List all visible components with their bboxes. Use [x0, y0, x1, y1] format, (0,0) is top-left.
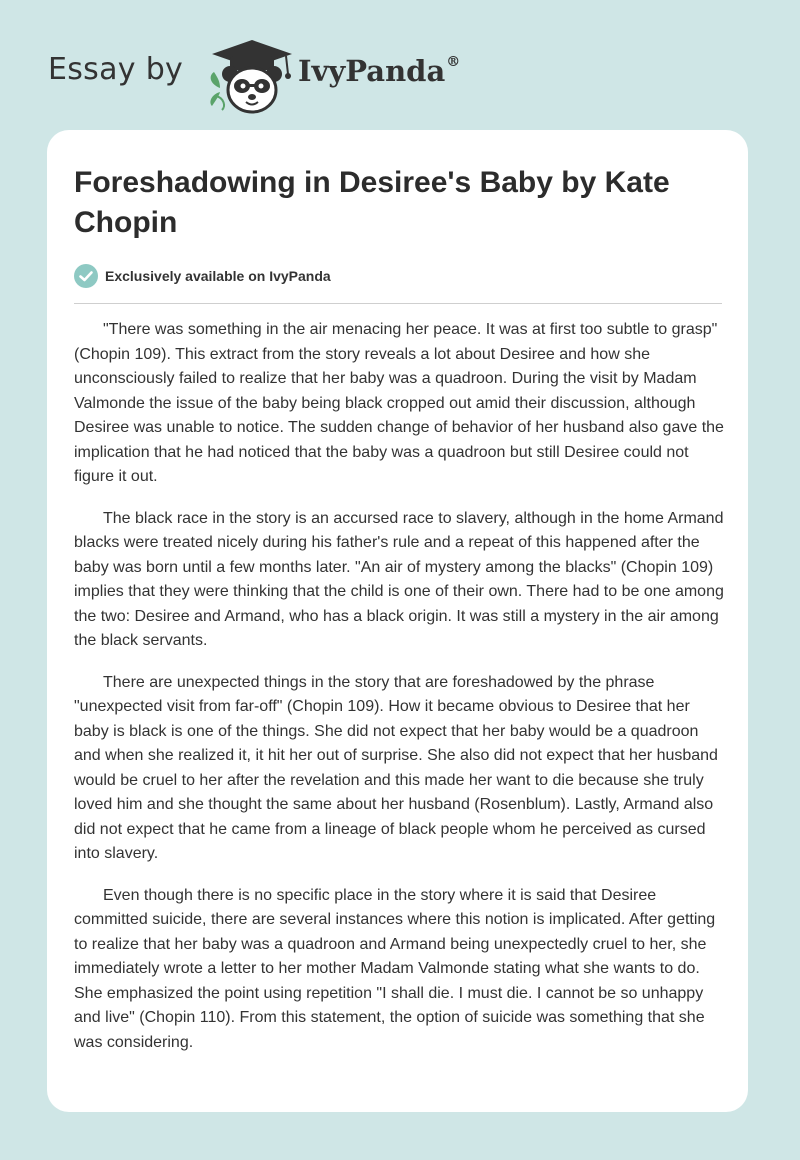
brand-header	[48, 36, 568, 116]
essay-body	[74, 318, 726, 1072]
divider	[74, 303, 722, 304]
brand-name: IvyPanda®	[298, 54, 461, 88]
paragraph: "There was something in the air menacing her peace. It was at first too subtle to grasp" (Chopin 109). This extract from the story reveals a lot about Desiree and how she unconsciously failed to realize that her baby was a quadroon. During the visit by Madam Valmonde the issue of the baby being black cropped out amid their discussion, although Desiree was unable to notice. The sudden change of behavior of her husband also gave the implication that he had noticed that the baby was a quadroon but still Desiree could not figure it out.	[74, 321, 724, 485]
essay-title: Foreshadowing in Desiree's Baby by Kate Chopin	[74, 166, 670, 239]
panda-graduation-cap-icon	[200, 36, 296, 116]
essay-card	[47, 130, 748, 1112]
brand-prefix: Essay by	[48, 52, 184, 87]
check-circle-icon	[74, 264, 98, 288]
paragraph: The black race in the story is an accursed race to slavery, although in the home Armand blacks were treated nicely during his father's rule and a repeat of this happened after the baby was born until a few months later. "An air of mystery among the blacks" (Chopin 109) implies that they were thinking that the child is one of their own. There had to be one among the two: Desiree and Armand, who has a black origin. It was still a mystery in the air among the black servants.	[74, 509, 724, 649]
exclusive-badge-text: Exclusively available on IvyPanda	[105, 268, 331, 284]
paragraph: There are unexpected things in the story that are foreshadowed by the phrase "unexpected visit from far-off" (Chopin 109). How it became obvious to Desiree that her baby is black is one of the things. She did not expect that her baby would be a quadroon and when she realized it, it hit her out of surprise. She also did not expect that her husband would be cruel to her after the revelation and this made her want to die because she truly loved him and she thought the same about her husband (Rosenblum). Lastly, Armand also did not expect that he came from a lineage of black people whom he perceived as cursed into slavery.	[74, 673, 718, 862]
trademark-symbol: ®	[446, 54, 461, 71]
paragraph: Even though there is no specific place in the story where it is said that Desiree committed suicide, there are several instances where this notion is implicated. After getting to realize that her baby was a quadroon and Armand being unexpectedly cruel to her, she immediately wrote a letter to her mother Madam Valmonde stating what she wants to do. She emphasized the point using repetition "I shall die. I must die. I cannot be so unhappy and live" (Chopin 110). From this statement, the option of suicide was something that she was considering.	[74, 886, 716, 1051]
